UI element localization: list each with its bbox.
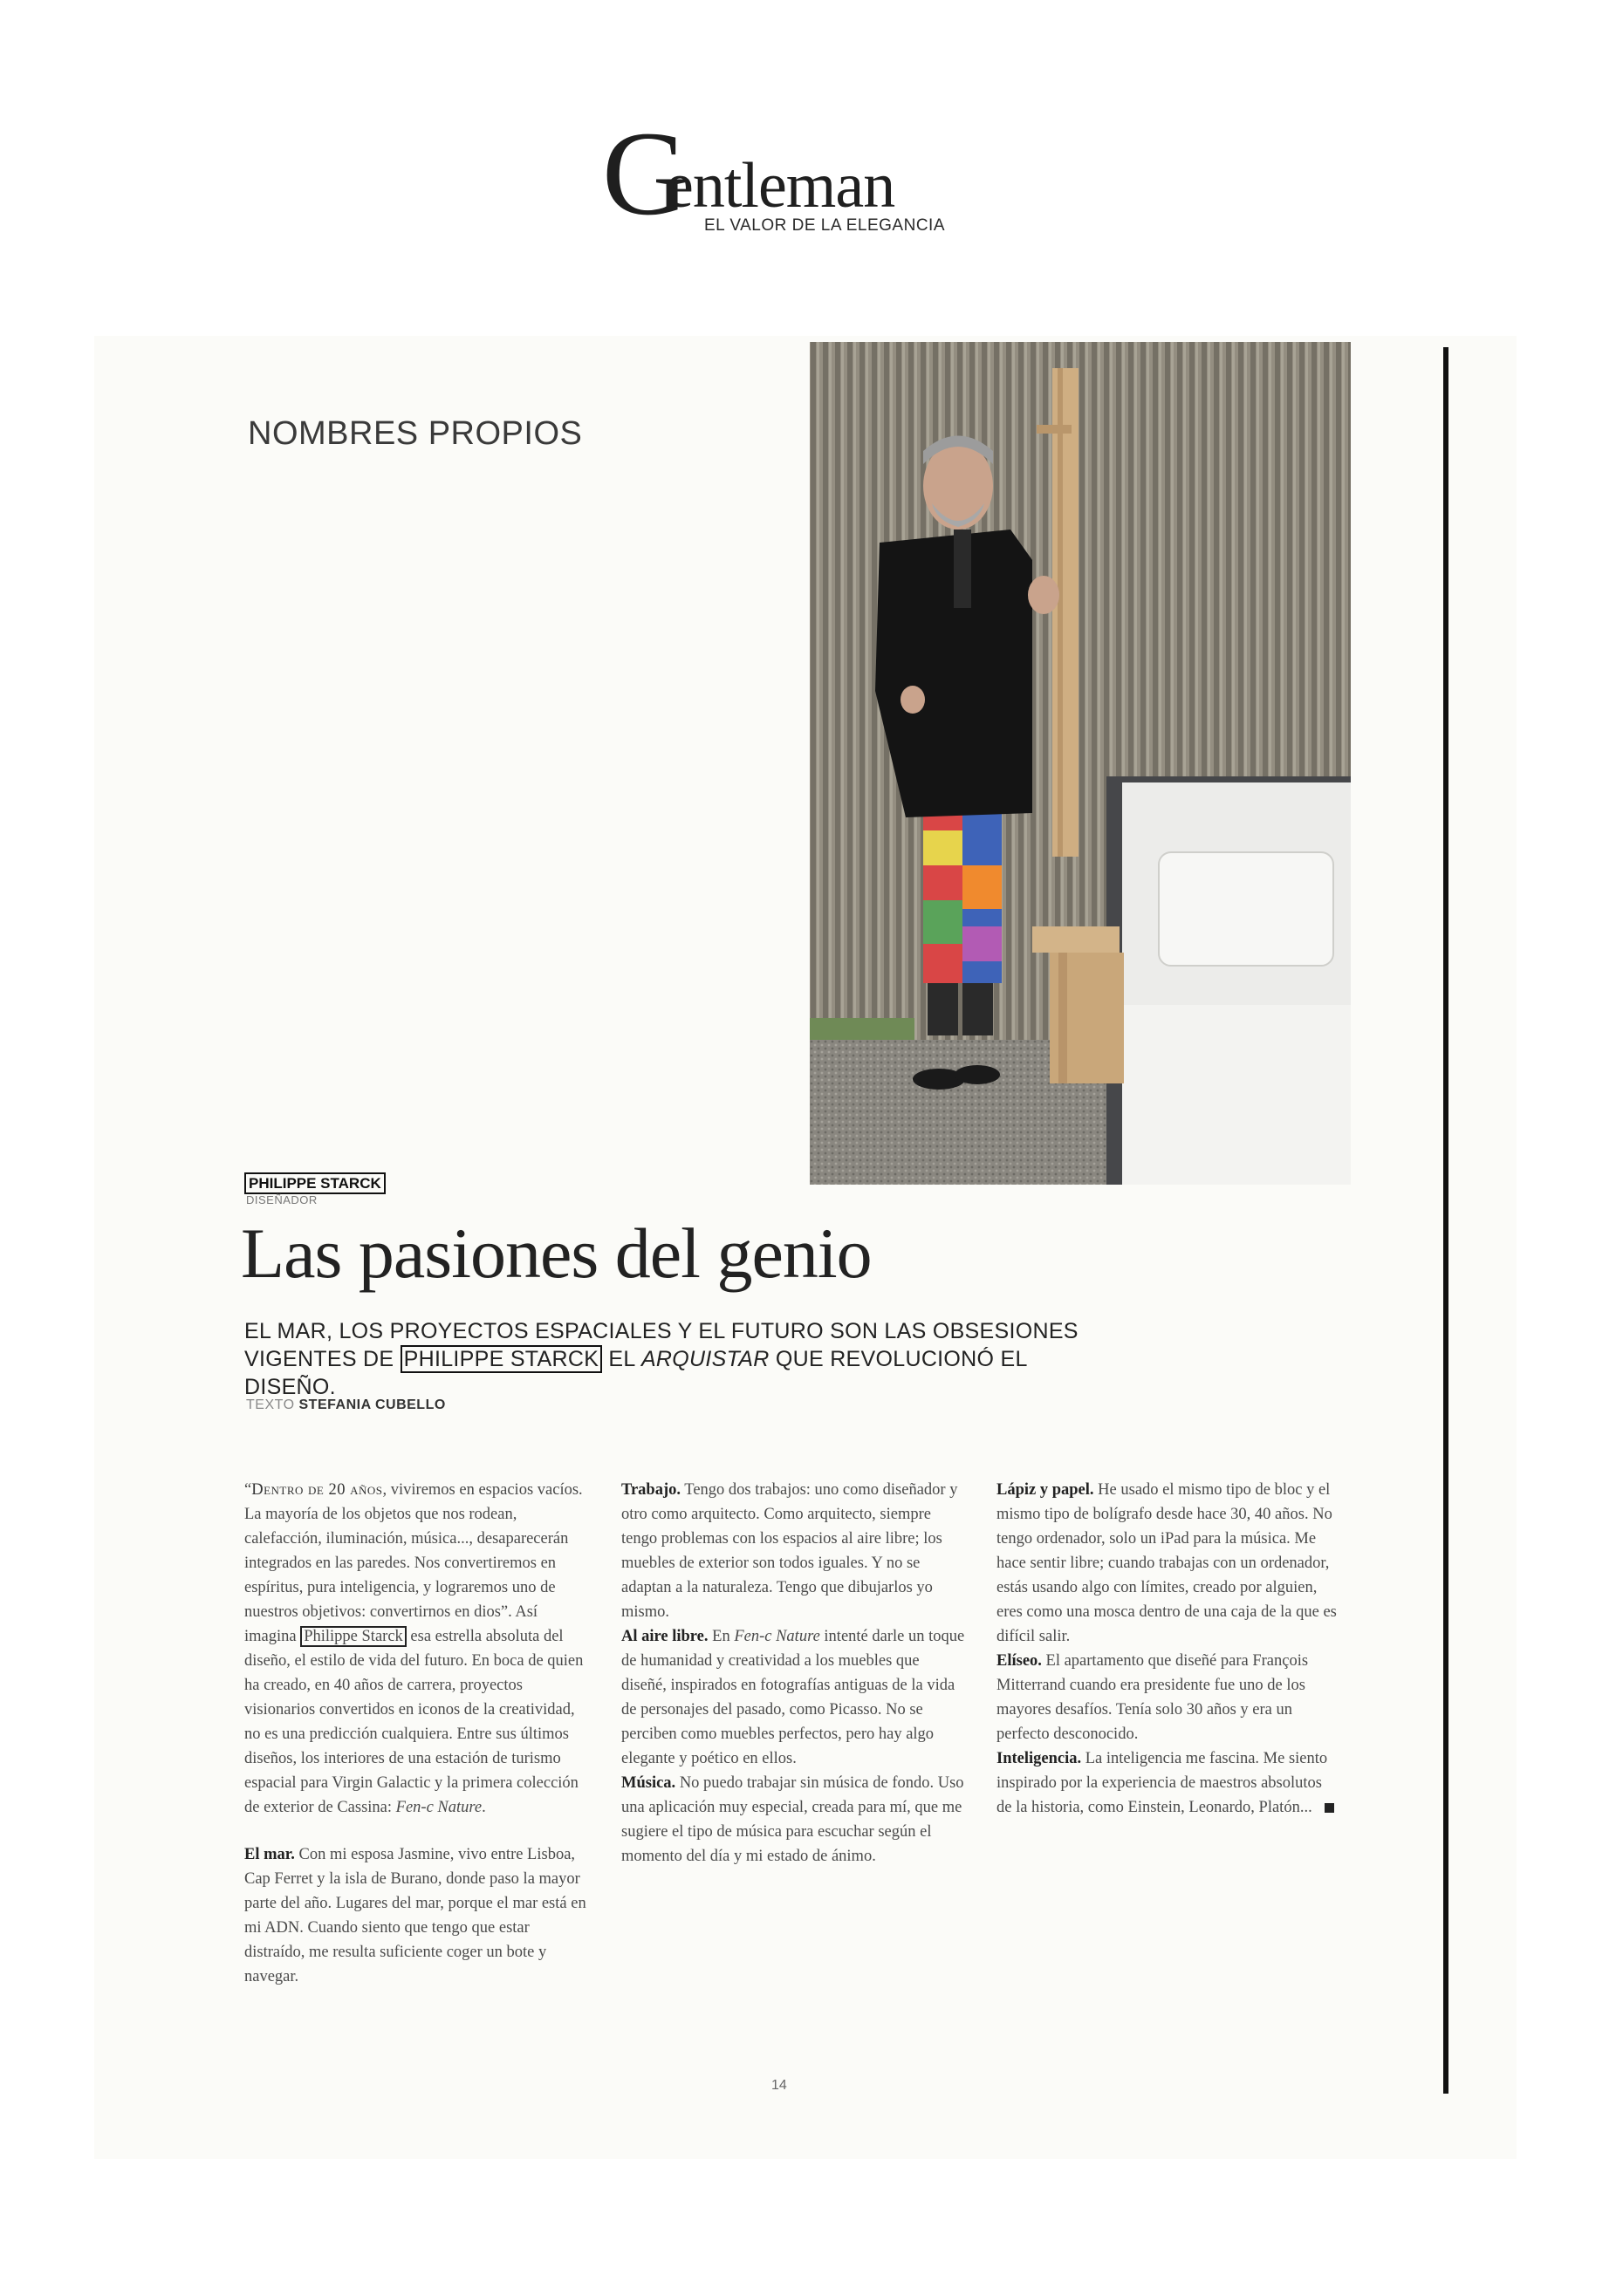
trabajo-paragraph [621, 1478, 965, 1624]
inteligencia-paragraph [996, 1746, 1340, 1820]
body-column-1 [244, 1478, 588, 1989]
intro-paragraph [244, 1478, 588, 1820]
inteligencia-title: Inteligencia. [996, 1750, 1082, 1767]
intro-text: , viviremos en espacios vacíos. La mayoría de los objetos que nos rodean, calefacción, iluminación, música..., desaparecerán integrados en las paredes. Nos convertiremos en espíritus, pura inteligencia, y lograremos uno de nuestros objetivos: convertirnos en dios”. Así imagina [244, 1481, 583, 1645]
byline-author: STEFANIA CUBELLO [298, 1397, 446, 1412]
lapiz-title: Lápiz y papel. [996, 1481, 1094, 1499]
lead-italic: ARQUISTAR [640, 1347, 770, 1371]
trabajo-title: Trabajo. [621, 1481, 681, 1499]
intro-small-caps: Dentro de 20 años [251, 1481, 383, 1499]
aire-text: intenté darle un toque de humanidad y creatividad a los muebles que diseñé, inspirados en fotografías antiguas de la vida de personajes del pasado, como Picasso. No se perciben como muebles perfectos, pero hay algo elegante y poético en ellos. [621, 1628, 965, 1767]
aire-paragraph [621, 1624, 965, 1771]
inteligencia-text: La inteligencia me fascina. Me siento inspirado por la experiencia de maestros absolutos de la historia, como Einstein, Leonardo, Platón... [996, 1750, 1328, 1816]
aire-italic: Fen-c Nature [734, 1628, 820, 1645]
intro-italic: Fen-c Nature [395, 1799, 483, 1816]
page-number: 14 [771, 2078, 787, 2093]
body-column-3 [996, 1478, 1340, 1820]
musica-text: No puedo trabajar sin música de fondo. Uso una aplicación muy especial, creada para mí, que me sugiere el tipo de música para escuchar según el momento del día y mi estado de ánimo. [621, 1774, 964, 1865]
intro-text-2: esa estrella absoluta del diseño, el estilo de vida del futuro. En boca de quien ha creado, en 40 años de carrera, proyectos visionarios convertidos en iconos de la creatividad, no es una predicción cualquiera. Entre sus últimos diseños, los interiores de una estación de turismo espacial para Virgin Galactic y la primera colección de exterior de Cassina: [244, 1628, 584, 1816]
mar-title: El mar. [244, 1846, 295, 1863]
masthead-tagline: EL VALOR DE LA ELEGANCIA [704, 216, 945, 235]
eliseo-text: El apartamento que diseñé para François Mitterrand cuando era presidente fue uno de los mayores desafíos. Tenía solo 30 años y era un perfecto desconocido. [996, 1652, 1309, 1743]
byline [246, 1397, 446, 1413]
end-mark-icon [1325, 1803, 1334, 1813]
mar-text: Con mi esposa Jasmine, vivo entre Lisboa, Cap Ferret y la isla de Burano, donde paso la mayor parte del año. Lugares del mar, porque el mar está en mi ADN. Cuando siento que tengo que estar distraído, me resulta suficiente coger un bote y navegar. [244, 1846, 586, 1985]
eliseo-paragraph [996, 1649, 1340, 1746]
page-spine-edge [1443, 347, 1448, 2094]
musica-paragraph [621, 1771, 965, 1869]
byline-label: TEXTO [246, 1397, 299, 1412]
lead-text: EL MAR, LOS PROYECTOS ESPACIALES Y EL FUTURO SON LAS OBSESIONES VIGENTES DE [244, 1319, 1079, 1371]
open-quote: “ [244, 1481, 252, 1499]
intro-name-box: Philippe Starck [300, 1626, 407, 1647]
masthead-word: entleman [665, 150, 895, 222]
article-lead [244, 1317, 1117, 1401]
article-headline: Las pasiones del genio [241, 1213, 872, 1293]
subject-name-tag: PHILIPPE STARCK [244, 1172, 386, 1194]
trabajo-text: Tengo dos trabajos: uno como diseñador y otro como arquitecto. Como arquitecto, siempre tengo problemas con los espacios al aire libre; los muebles de exterior son todos iguales. Y no se adaptan a la naturaleza. Tengo que dibujarlos yo mismo. [621, 1481, 958, 1621]
body-column-2 [621, 1478, 965, 1869]
masthead-logo [602, 106, 969, 240]
aire-title: Al aire libre. [621, 1628, 709, 1645]
section-title: NOMBRES PROPIOS [248, 415, 583, 452]
lead-text-middle: EL [602, 1347, 641, 1371]
masthead-initial: G [602, 106, 689, 240]
aire-pre: En [708, 1628, 735, 1645]
subject-role: DISEÑADOR [246, 1193, 318, 1206]
portrait-photo [810, 342, 1351, 1185]
sofa-shape [1106, 776, 1351, 1185]
musica-title: Música. [621, 1774, 676, 1792]
intro-end: . [482, 1799, 486, 1816]
lapiz-text: He usado el mismo tipo de bloc y el mismo tipo de bolígrafo desde hace 30, 40 años. No tengo ordenador, solo un iPad para la música. Me hace sentir libre; cuando trabajas con un ordenador, estás usando algo con límites, creado por alguien, eres como una mosca dentro de una caja de la que es difícil salir. [996, 1481, 1337, 1645]
lead-text-end: QUE REVOLUCIONÓ EL DISEÑO. [244, 1347, 1027, 1399]
eliseo-title: Elíseo. [996, 1652, 1042, 1670]
lapiz-paragraph [996, 1478, 1340, 1649]
lead-name-box: PHILIPPE STARCK [401, 1345, 603, 1373]
mar-paragraph [244, 1842, 588, 1989]
